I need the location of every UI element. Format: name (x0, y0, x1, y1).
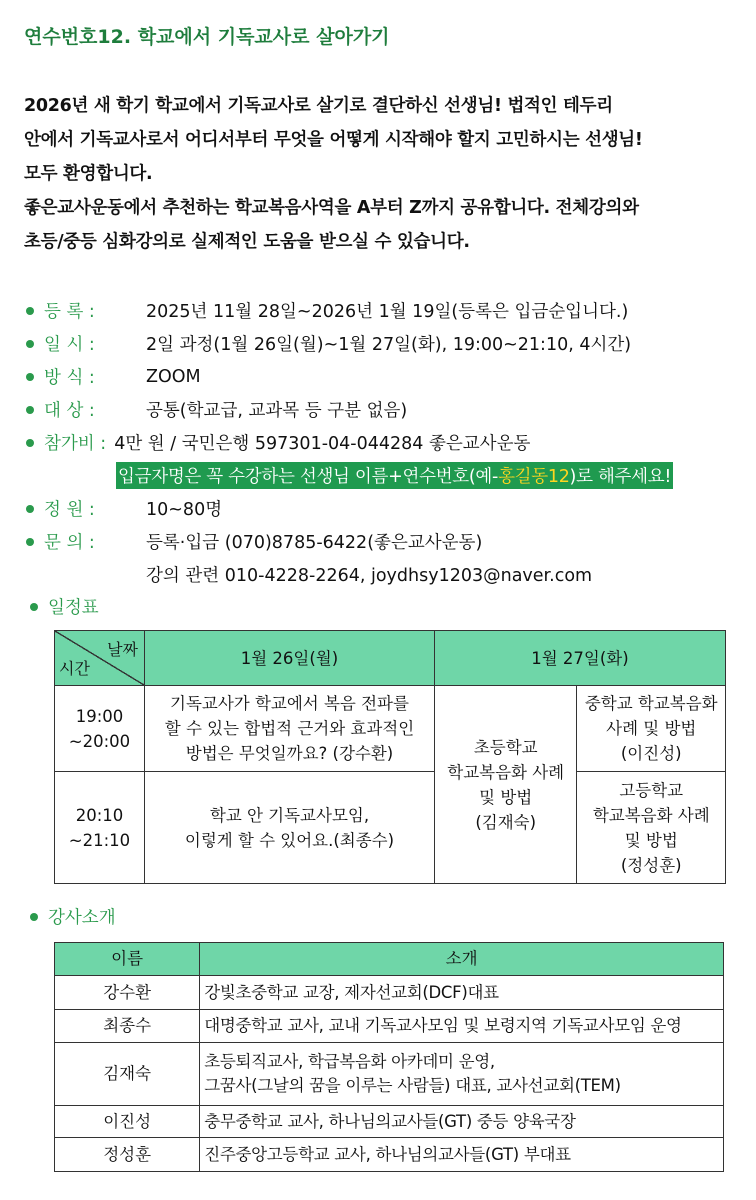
info-value: 강의 관련 010-4228-2264, joydhsy1203@naver.com (146, 566, 593, 586)
info-contact-2 (22, 558, 742, 591)
instructors-heading-text: 강사소개 (48, 908, 116, 928)
instructor-name: 정성훈 (55, 1138, 200, 1172)
session-line: 및 방법 (479, 787, 533, 807)
instructors-table (54, 942, 724, 1172)
info-label: 정 원 : (44, 500, 95, 520)
instructor-name: 최종수 (55, 1010, 200, 1043)
session-cell (145, 772, 435, 884)
intro-paragraph (24, 89, 739, 259)
corner-date-label: 날짜 (107, 640, 138, 659)
table-row (55, 976, 724, 1010)
deposit-note (116, 462, 673, 489)
info-value: 2일 과정(1월 26일(월)~1월 27일(화), 19:00~21:10, 4시간) (146, 335, 632, 355)
instructor-desc-line: 초등퇴직교사, 학급복음화 아카데미 운영, (204, 1052, 495, 1071)
info-list (22, 294, 742, 591)
bullet-icon (26, 439, 34, 447)
time-end: ~20:00 (68, 731, 131, 751)
time-cell (55, 772, 145, 884)
col-name-header: 이름 (55, 943, 200, 976)
info-fee (22, 426, 742, 459)
session-line: 이렇게 할 수 있어요.(최종수) (184, 830, 395, 850)
day1-header: 1월 26일(월) (145, 631, 435, 686)
schedule-row (55, 772, 726, 884)
schedule-header-row (55, 631, 726, 686)
intro-line: 좋은교사운동에서 추천하는 학교복음사역을 A부터 Z까지 공유합니다. 전체강의와 (24, 198, 639, 218)
bullet-icon (30, 603, 38, 611)
deposit-note-pre: 입금자명은 꼭 수강하는 선생님 이름+연수번호(예- (118, 467, 499, 487)
session-line: 사례 및 방법 (606, 719, 697, 738)
intro-line: 안에서 기독교사로서 어디서부터 무엇을 어떻게 시작해야 할지 고민하시는 선생님! (24, 130, 643, 150)
info-capacity (22, 492, 742, 525)
info-value: 2025년 11월 28일~2026년 1월 19일(등록은 입금순입니다.) (146, 302, 629, 322)
intro-line: 2026년 새 학기 학교에서 기독교사로 살기로 결단하신 선생님! 법적인 테두리 (24, 96, 613, 116)
schedule-heading-text: 일정표 (48, 598, 99, 618)
time-cell (55, 686, 145, 772)
schedule-heading (26, 594, 99, 619)
session-line: (김재숙) (475, 812, 537, 832)
intro-line: 모두 환영합니다. (24, 164, 153, 184)
col-intro-header: 소개 (200, 943, 724, 976)
session-line: 초등학교 (473, 737, 538, 757)
info-label: 대 상 : (44, 401, 95, 421)
info-value: 4만 원 / 국민은행 597301-04-044284 좋은교사운동 (114, 434, 531, 454)
time-end: ~21:10 (68, 830, 131, 850)
bullet-icon (26, 340, 34, 348)
session-line: 및 방법 (624, 830, 678, 850)
table-row (55, 1010, 724, 1043)
session-line: (이진성) (620, 744, 682, 763)
info-contact (22, 525, 742, 558)
instructors-heading (26, 904, 116, 929)
time-start: 20:10 (75, 805, 124, 825)
table-row (55, 1138, 724, 1172)
bullet-icon (30, 913, 38, 921)
deposit-note-post: )로 해주세요! (569, 467, 672, 487)
info-value: 등록·입금 (070)8785-6422(좋은교사운동) (146, 533, 483, 553)
corner-time-label: 시간 (59, 659, 90, 678)
deposit-note-example: 홍길동12 (498, 467, 570, 487)
session-line: 할 수 있는 합법적 근거와 효과적인 (164, 719, 415, 738)
info-target (22, 393, 742, 426)
deposit-note-row (22, 459, 742, 492)
schedule-corner (55, 631, 145, 686)
instructor-name: 강수환 (55, 976, 200, 1010)
session-line: 고등학교 (619, 780, 684, 800)
time-start: 19:00 (75, 706, 124, 726)
info-date (22, 327, 742, 360)
instructors-header-row (55, 943, 724, 976)
day2-header: 1월 27일(화) (434, 631, 725, 686)
bullet-icon (26, 373, 34, 381)
session-cell (577, 772, 726, 884)
instructor-desc: 진주중앙고등학교 교사, 하나님의교사들(GT) 부대표 (200, 1138, 724, 1172)
info-register (22, 294, 742, 327)
session-cell (434, 686, 577, 884)
session-line: 학교복음화 사례 (592, 805, 710, 825)
session-cell (577, 686, 726, 772)
info-label: 등 록 : (44, 302, 95, 322)
table-row (55, 1106, 724, 1138)
info-value: 10~80명 (146, 500, 223, 520)
instructor-desc: 대명중학교 교사, 교내 기독교사모임 및 보령지역 기독교사모임 운영 (200, 1010, 724, 1043)
bullet-icon (26, 307, 34, 315)
intro-line: 초등/중등 심화강의로 실제적인 도움을 받으실 수 있습니다. (24, 232, 470, 252)
info-label: 방 식 : (44, 368, 95, 388)
schedule-table (54, 630, 726, 884)
instructor-desc-line: 그꿈사(그날의 꿈을 이루는 사람들) 대표, 교사선교회(TEM) (204, 1076, 621, 1095)
bullet-icon (26, 505, 34, 513)
info-value: ZOOM (146, 366, 201, 387)
info-value: 공통(학교급, 교과목 등 구분 없음) (146, 401, 408, 421)
session-line: 학교 안 기독교사모임, (209, 805, 370, 825)
instructor-desc: 충무중학교 교사, 하나님의교사들(GT) 중등 양육국장 (200, 1106, 724, 1138)
page-title: 연수번호12. 학교에서 기독교사로 살아가기 (24, 26, 390, 48)
info-label: 일 시 : (44, 335, 95, 355)
instructor-name: 김재숙 (55, 1043, 200, 1106)
info-label: 문 의 : (44, 533, 95, 553)
bullet-icon (26, 406, 34, 414)
instructor-desc: 강빛초중학교 교장, 제자선교회(DCF)대표 (200, 976, 724, 1010)
session-line: 기독교사가 학교에서 복음 전파를 (170, 694, 409, 713)
session-cell (145, 686, 435, 772)
instructor-name: 이진성 (55, 1106, 200, 1138)
session-line: (정성훈) (620, 855, 682, 875)
info-method (22, 360, 742, 393)
session-line: 학교복음화 사례 (447, 762, 565, 782)
info-label: 참가비 : (44, 434, 107, 454)
bullet-icon (26, 538, 34, 546)
session-line: 방법은 무엇일까요? (강수환) (185, 744, 394, 763)
instructor-desc (200, 1043, 724, 1106)
schedule-row (55, 686, 726, 772)
session-line: 중학교 학교복음화 (584, 694, 718, 713)
table-row (55, 1043, 724, 1106)
